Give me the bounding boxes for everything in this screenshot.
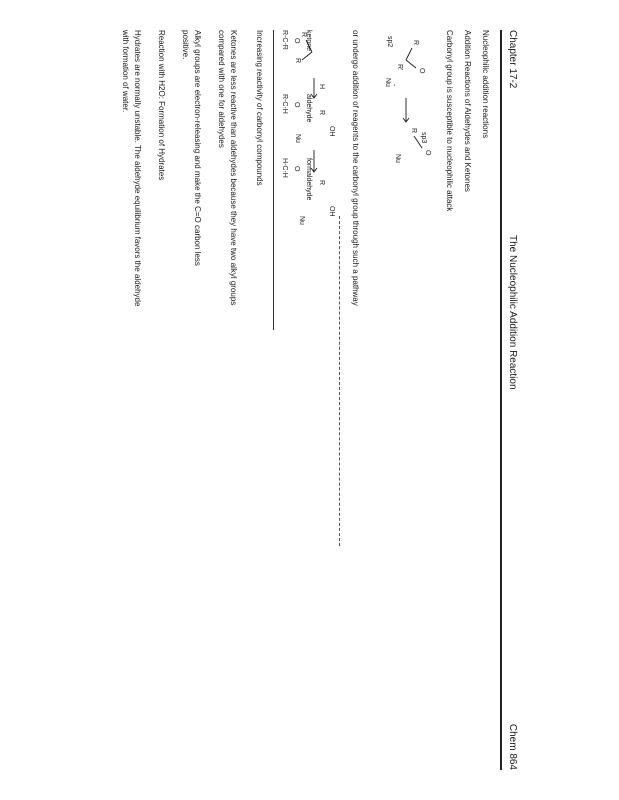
label-h: H [318, 84, 325, 90]
text-line: Reaction with H2O: Formation of Hydrates [157, 30, 166, 181]
reactivity-arrow-line [273, 30, 274, 330]
rotated-document-page [50, 30, 520, 790]
carbonyl-o: O [293, 102, 300, 108]
reactivity-col-formaldehyde: formaldehyde [305, 158, 312, 201]
text-line: Carbonyl group is susceptible to nucleophilic attack [445, 30, 454, 212]
label-nu: Nu [394, 154, 401, 163]
label-o: O [418, 68, 425, 74]
text-line: positive. [181, 30, 190, 60]
chapter-header: Chapter 17-2 [507, 30, 518, 89]
text-line: compared with one for aldehydes [217, 30, 226, 148]
label-oh: OH [328, 126, 335, 137]
text-line: Ketones are less reactive than aldehydes because they have two alkyl groups [229, 30, 238, 306]
label-r: R [410, 128, 417, 134]
text-line: Hydrates are normally unstable. The aldehyde equilibrium favors the aldehyde [133, 30, 142, 307]
carbonyl-o: O [293, 38, 300, 44]
label-r: R [300, 32, 307, 38]
text-line: Nucleophilic addition reactions [481, 30, 490, 139]
label-r: R [318, 110, 325, 116]
label-minus: - [390, 84, 397, 87]
label-nu: Nu [294, 134, 301, 143]
scheme-nucleophilic-attack [374, 30, 444, 180]
formula-aldehyde: R-C-H [281, 94, 288, 114]
text-line: with formation of water. [121, 30, 130, 113]
label-sp2: sp2 [386, 36, 393, 48]
label-r: R [412, 40, 419, 46]
label-r: R [318, 180, 325, 186]
formula-ketone: R-C-R [281, 30, 288, 50]
bond [302, 52, 312, 60]
bond [406, 60, 416, 68]
label-r: R [294, 58, 301, 64]
label-o: O [424, 150, 431, 156]
page-title: The Nucleophilic Addition Reaction [507, 235, 518, 390]
label-r2: R' [396, 64, 403, 71]
dashed-separator [339, 216, 340, 546]
scheme-addition-pathway [280, 30, 350, 240]
label-nu: Nu [298, 216, 305, 225]
carbonyl-o: O [293, 166, 300, 172]
formula-formaldehyde: H-C-H [281, 158, 288, 178]
course-code: Chem 864 [507, 723, 518, 770]
text-line: or undergo addition of reagents to the carbonyl group through such a pathway [351, 30, 360, 306]
header-rule [500, 30, 502, 770]
label-sp3: sp3 [420, 132, 427, 144]
text-line: Increasing reactivity of carbonyl compounds [255, 30, 264, 186]
label-oh: OH [328, 206, 335, 217]
reactivity-col-aldehyde: aldehyde [305, 94, 312, 123]
bond [406, 48, 412, 60]
reactivity-col-ketone: ketone [305, 30, 312, 52]
label-nu: Nu [384, 78, 391, 87]
text-line: Addition Reactions of Aldehydes and Ketones [463, 30, 472, 192]
text-line: Alkyl groups are electron-releasing and make the C=O carbon less [193, 30, 202, 266]
